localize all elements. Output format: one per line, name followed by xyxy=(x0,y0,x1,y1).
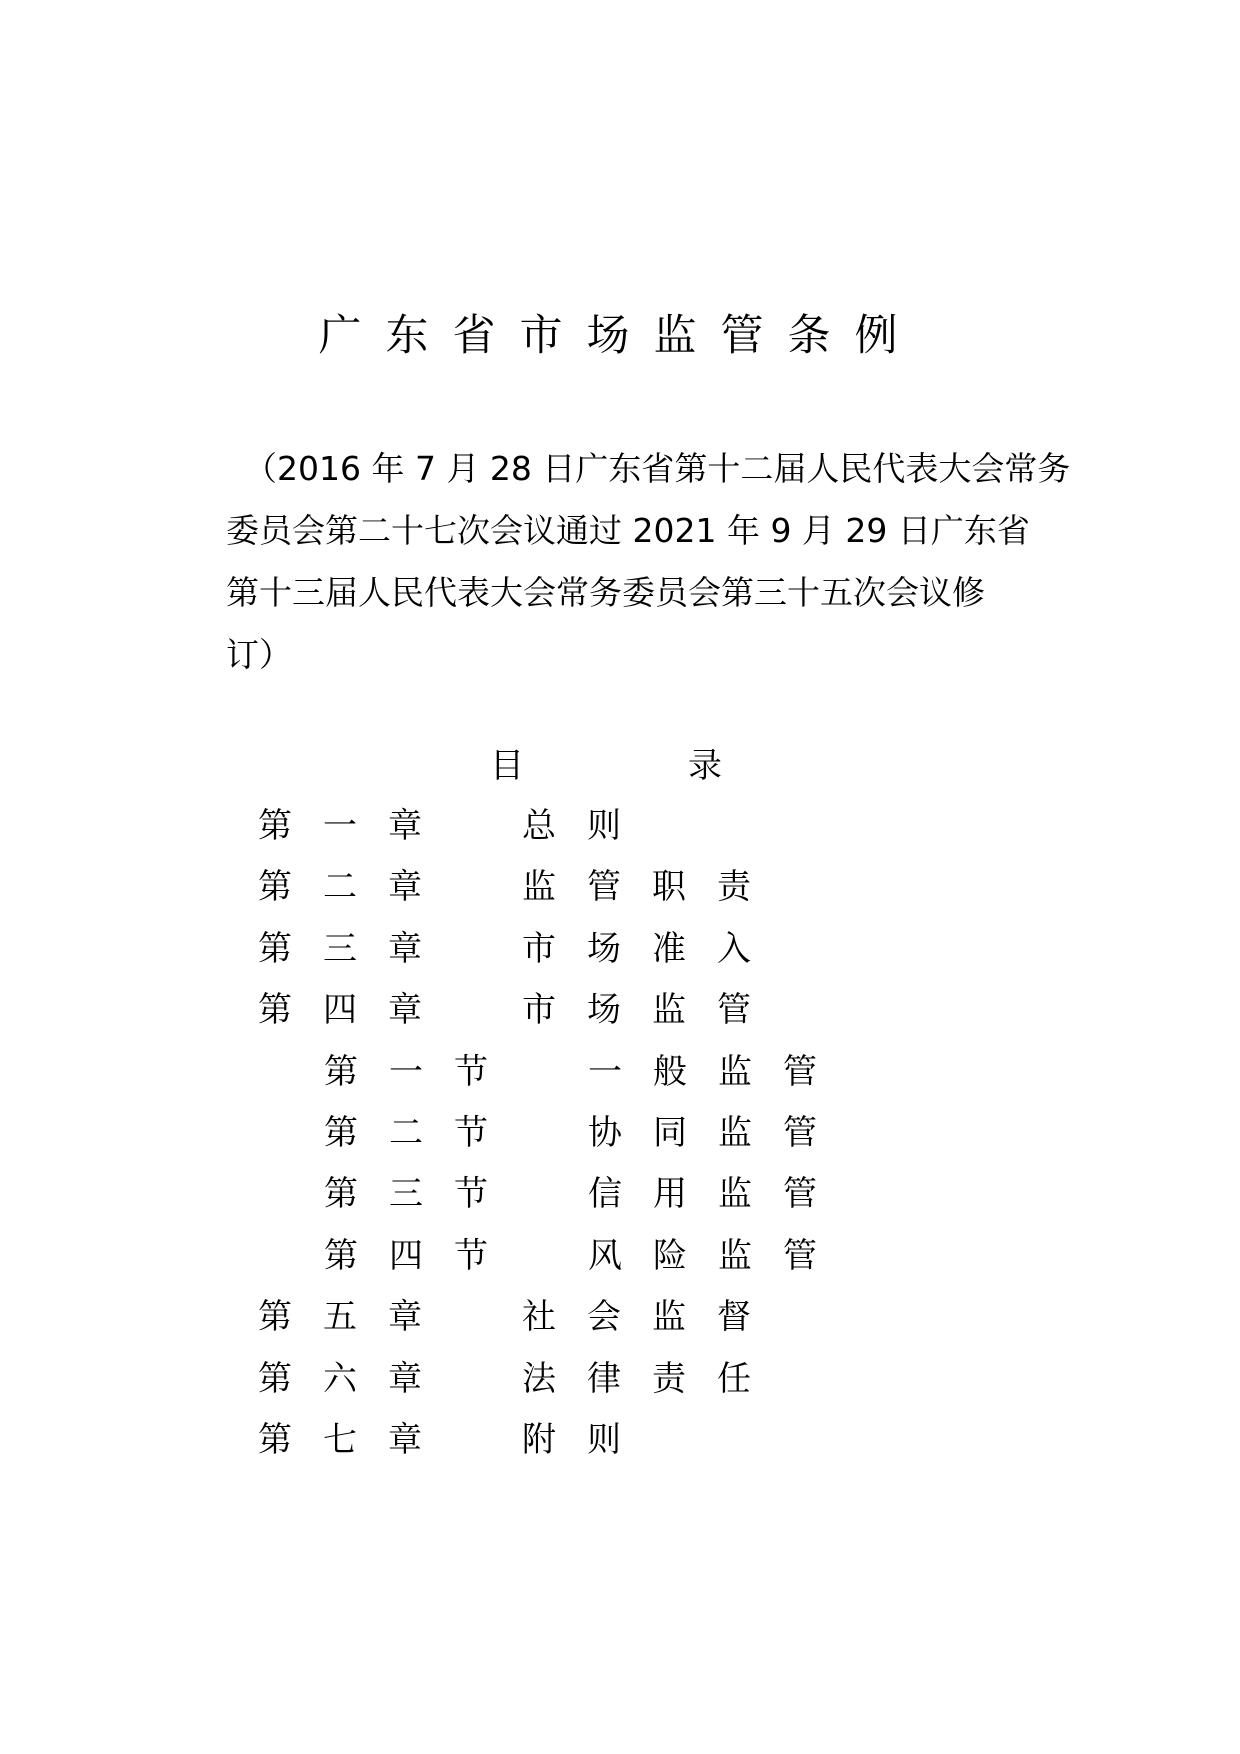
toc-entry xyxy=(0,1166,1240,1227)
toc-entry xyxy=(0,921,1240,982)
toc-entry-name: 信用监管 xyxy=(588,1174,848,1215)
toc-entry xyxy=(0,1351,1240,1412)
toc-heading-right: 录 xyxy=(688,746,722,786)
toc-entry xyxy=(0,859,1240,920)
adoption-line: 第十三届人民代表大会常务委员会第三十五次会议修 xyxy=(226,573,985,612)
toc-entry-number: 第五章 xyxy=(258,1297,453,1338)
adoption-line: （2016 年 7 月 28 日广东省第十二届人民代表大会常务 xyxy=(244,449,1071,488)
toc-entry-number: 第三节 xyxy=(324,1174,519,1215)
toc-entry xyxy=(0,1289,1240,1350)
toc-entry-name: 市场准入 xyxy=(522,928,782,969)
toc-entry-number: 第四章 xyxy=(258,990,453,1031)
adoption-note xyxy=(226,438,1071,686)
toc-entry xyxy=(0,1412,1240,1473)
adoption-line: 订） xyxy=(226,635,292,674)
toc-entry-name: 风险监管 xyxy=(588,1235,848,1276)
toc-entry-name: 附则 xyxy=(522,1419,652,1460)
toc-entry-name: 市场监管 xyxy=(522,990,782,1031)
toc-entry-number: 第二章 xyxy=(258,867,453,908)
toc-entry-number: 第一章 xyxy=(258,806,453,846)
toc-entry-number: 第六章 xyxy=(258,1358,453,1399)
toc-entry xyxy=(0,1105,1240,1166)
toc-entry-number: 第二节 xyxy=(324,1112,519,1153)
toc-entry xyxy=(0,1044,1240,1105)
toc-entry-name: 监管职责 xyxy=(522,867,782,908)
toc-entry-name: 法律责任 xyxy=(522,1358,782,1399)
toc-entry-name: 协同监管 xyxy=(588,1112,848,1153)
toc-entry-number: 第四节 xyxy=(324,1235,519,1276)
toc-entry-name: 社会监督 xyxy=(522,1297,782,1338)
toc-entry-name: 总则 xyxy=(522,806,652,846)
toc-heading-left: 目 xyxy=(490,746,524,786)
toc-entry xyxy=(0,1228,1240,1289)
adoption-line: 委员会第二十七次会议通过 2021 年 9 月 29 日广东省 xyxy=(226,511,1030,550)
toc-entry-number: 第三章 xyxy=(258,928,453,969)
toc-entry-number: 第一节 xyxy=(324,1051,519,1092)
toc-entry xyxy=(0,798,1240,859)
document-title: 广东省市场监管条例 xyxy=(318,311,922,361)
toc-entry-number: 第七章 xyxy=(258,1419,453,1460)
table-of-contents xyxy=(0,798,1240,1473)
toc-entry xyxy=(0,982,1240,1043)
toc-entry-name: 一般监管 xyxy=(588,1051,848,1092)
